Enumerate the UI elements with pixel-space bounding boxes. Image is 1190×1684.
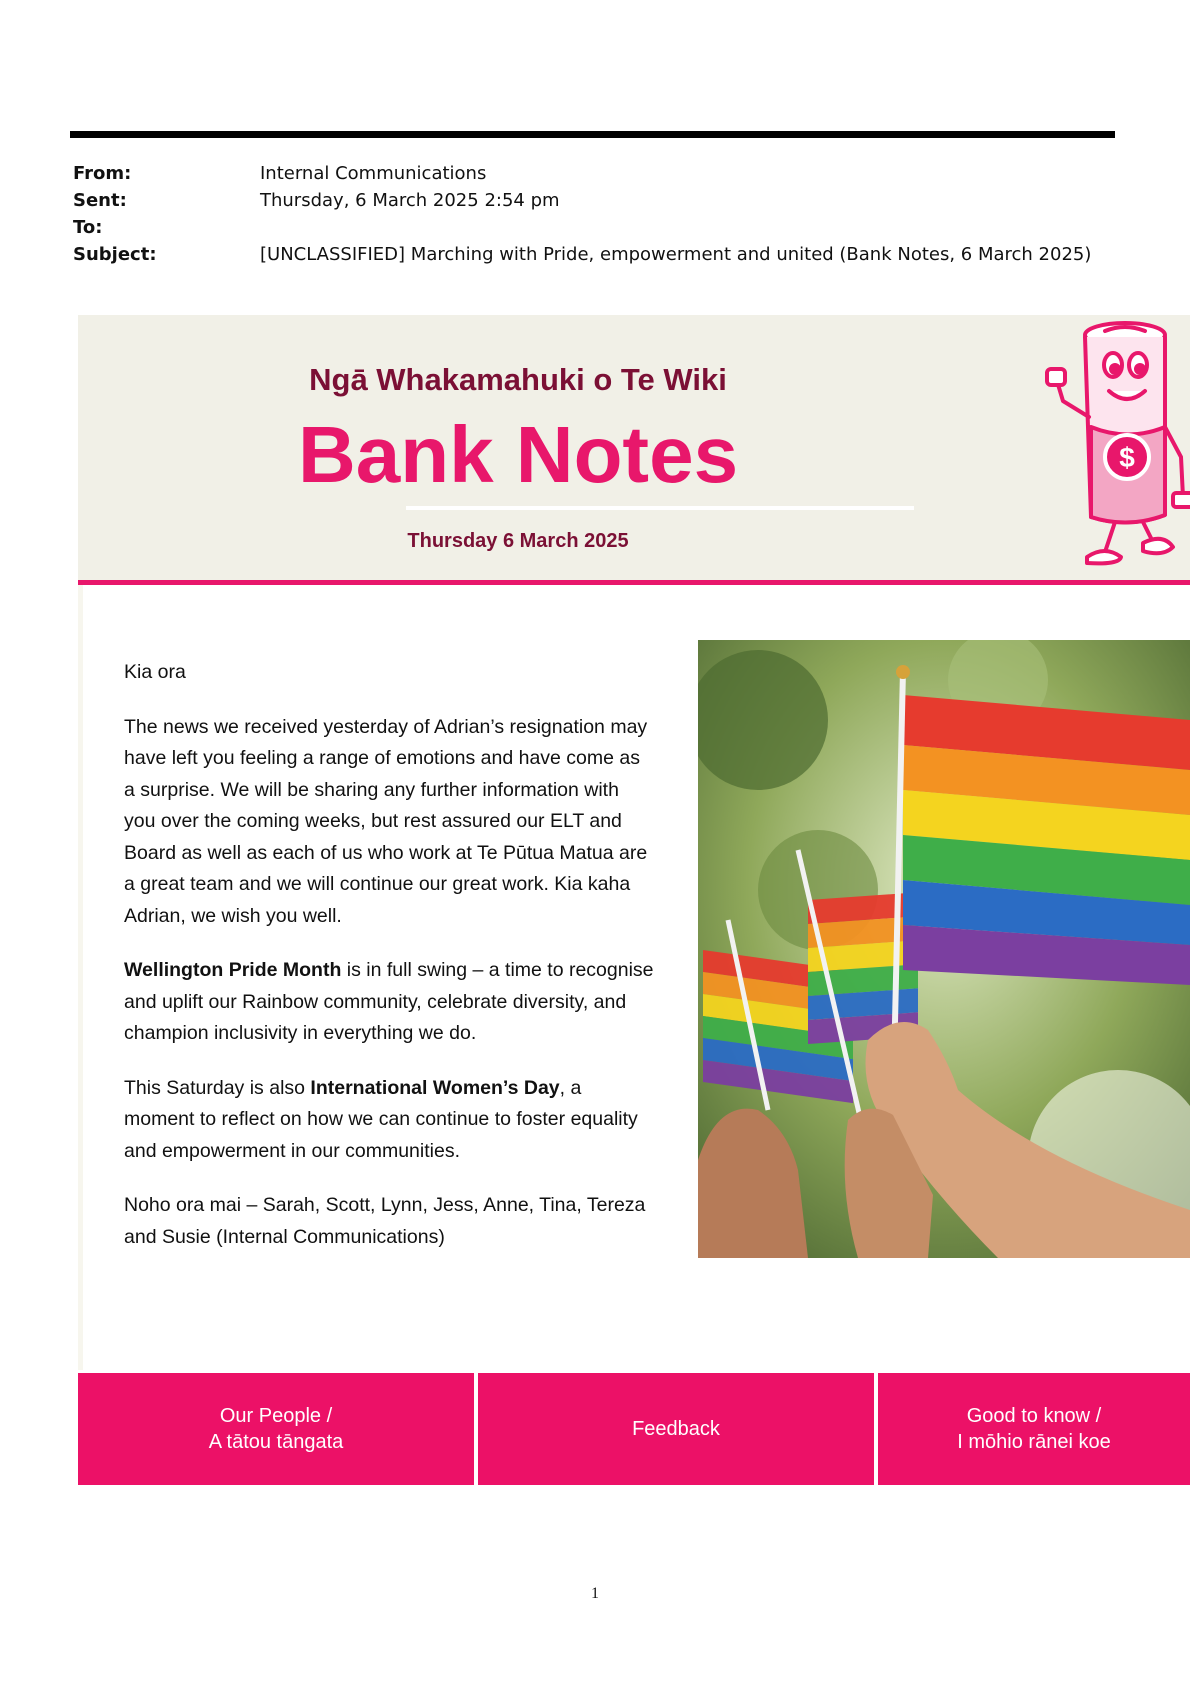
subject-label: Subject: <box>73 244 157 265</box>
signoff: Noho ora mai – Sarah, Scott, Lynn, Jess, Anne, Tina, Tereza and Susie (Internal Communications) <box>124 1194 646 1248</box>
sent-value: Thursday, 6 March 2025 2:54 pm <box>260 190 560 211</box>
from-row <box>73 160 1133 187</box>
good-to-know-button[interactable] <box>878 1373 1190 1485</box>
header-rule <box>70 131 1115 138</box>
pride-flags-photo <box>698 640 1190 1258</box>
feedback-button[interactable] <box>478 1373 874 1485</box>
our-people-button[interactable] <box>78 1373 474 1485</box>
paragraph-pride-month <box>124 955 654 1050</box>
sent-label: Sent: <box>73 190 127 211</box>
banner-date: Thursday 6 March 2025 <box>407 530 629 552</box>
message-body <box>124 657 654 1276</box>
good-to-know-label-maori: I mōhio rānei koe <box>957 1431 1111 1453</box>
from-value: Internal Communications <box>260 163 487 184</box>
womens-day-bold: International Women’s Day <box>310 1076 560 1099</box>
banner-divider <box>78 580 1190 585</box>
our-people-label: Our People / <box>219 1405 333 1427</box>
womens-day-text: , a moment to reflect on how we can continue to foster equality and empowerment in our communities. <box>124 1076 638 1162</box>
good-to-know-label: Good to know / <box>966 1405 1102 1427</box>
our-people-label-maori: A tātou tāngata <box>208 1431 344 1453</box>
banner-subtitle: Ngā Whakamahuki o Te Wiki <box>309 362 727 397</box>
pride-month-bold: Wellington Pride Month <box>124 959 342 981</box>
left-margin-shade <box>78 585 83 1370</box>
to-label: To: <box>73 217 103 238</box>
sent-row <box>73 187 1133 214</box>
feedback-label: Feedback <box>632 1418 720 1440</box>
paragraph-resignation: The news we received yesterday of Adrian’s resignation may have left you feeling a range of emotions and have come as a surprise. We will be sharing any further information with you over the coming weeks, but rest assured our ELT and Board as well as each of us who work at Te Pūtua Matua are a great team and we will continue our great work. Kia kaha Adrian, we wish you well. <box>124 715 648 927</box>
footer-navigation <box>78 1373 1190 1485</box>
pride-month-text: is in full swing – a time to recognise and uplift our Rainbow community, celebrate diversity, and champion inclusivity in everything we do. <box>124 959 654 1044</box>
womens-day-intro: This Saturday is also <box>124 1076 311 1099</box>
banner-title: Bank Notes <box>297 410 739 499</box>
from-label: From: <box>73 163 132 184</box>
banknote-mascot-icon <box>1043 317 1190 577</box>
paragraph-womens-day <box>124 1073 654 1168</box>
email-headers <box>73 160 1133 268</box>
to-row <box>73 214 1133 241</box>
newsletter-banner <box>78 315 1190 580</box>
svg-text:$: $ <box>1119 442 1135 473</box>
subject-value: [UNCLASSIFIED] Marching with Pride, empowerment and united (Bank Notes, 6 March 2025) <box>260 244 1092 265</box>
subject-row <box>73 241 1133 268</box>
title-underline <box>406 506 914 510</box>
greeting: Kia ora <box>124 661 186 683</box>
page-number: 1 <box>591 1585 599 1602</box>
